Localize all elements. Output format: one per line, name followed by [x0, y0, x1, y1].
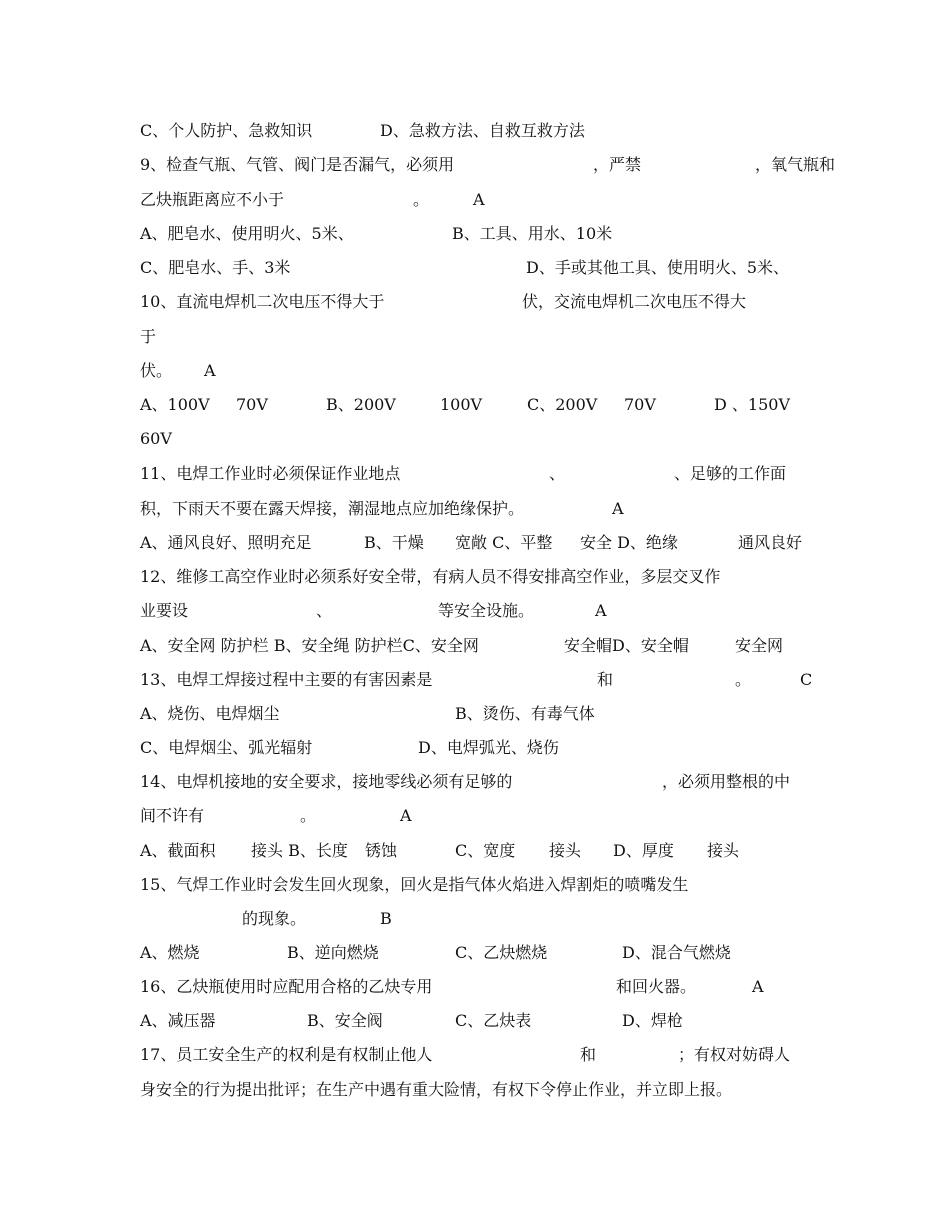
text-segment: A、燃烧	[140, 943, 200, 962]
text-segment: ；有权对妨碍人	[678, 1045, 791, 1064]
text-segment: ，氧气瓶和	[755, 155, 836, 174]
text-segment: 13、电焊工焊接过程中主要的有害因素是	[140, 670, 433, 689]
text-segment: A	[400, 806, 412, 825]
text-segment: 和回火器。	[616, 977, 697, 996]
text-segment: 身安全的行为提出批评；在生产中遇有重大险情，有权下令停止作业，并立即上报。	[140, 1080, 733, 1099]
text-segment: 、足够的工作面	[674, 464, 787, 483]
text-segment: 60V	[140, 429, 172, 448]
text-segment: A	[752, 977, 764, 996]
text-segment: D 、150V	[714, 395, 791, 414]
text-segment: 锈蚀	[365, 841, 398, 860]
text-segment: 伏。	[140, 361, 173, 380]
text-segment: B、干燥	[364, 533, 424, 552]
text-segment: 。	[413, 190, 430, 209]
text-segment: 。	[735, 670, 752, 689]
text-segment: 15、气焊工作业时会发生回火现象，回火是指气体火焰进入焊割炬的喷嘴发生	[140, 875, 689, 894]
text-segment: A	[595, 601, 607, 620]
text-segment: C	[800, 670, 813, 689]
text-segment: 、	[316, 601, 333, 620]
text-segment: C、肥皂水、手、3米	[140, 258, 291, 277]
text-segment: 安全网	[735, 636, 784, 655]
text-segment: 接头	[707, 841, 740, 860]
text-segment: 9、检查气瓶、气管、阀门是否漏气，必须用	[140, 155, 455, 174]
text-segment: 宽敞 C、平整	[455, 533, 553, 552]
text-segment: B、安全阀	[307, 1011, 383, 1030]
text-segment: 通风良好	[738, 533, 803, 552]
text-segment: 伏，交流电焊机二次电压不得大	[522, 292, 747, 311]
text-segment: C、乙炔燃烧	[455, 943, 548, 962]
text-segment: A、肥皂水、使用明火、5米、	[140, 224, 354, 243]
text-segment: 安全 D、绝缘	[580, 533, 678, 552]
text-segment: A、烧伤、电焊烟尘	[140, 704, 280, 723]
text-segment: 和	[597, 670, 614, 689]
text-segment: A	[473, 190, 485, 209]
text-segment: B、工具、用水、10米	[452, 224, 613, 243]
text-segment: A	[204, 361, 216, 380]
text-segment: D、混合气燃烧	[622, 943, 731, 962]
text-segment: D、手或其他工具、使用明火、5米、	[526, 258, 790, 277]
text-segment: 接头	[549, 841, 582, 860]
text-segment: D、焊枪	[622, 1011, 683, 1030]
text-segment: C、宽度	[455, 841, 516, 860]
text-segment: 12、维修工高空作业时必须系好安全带，有病人员不得安排高空作业，多层交叉作	[140, 567, 721, 586]
text-segment: B、逆向燃烧	[287, 943, 379, 962]
text-segment: 、	[549, 464, 566, 483]
text-segment: C、电焊烟尘、弧光辐射	[140, 738, 313, 757]
text-segment: C、200V	[527, 395, 598, 414]
text-segment: 的现象。	[242, 909, 307, 928]
text-segment: 和	[580, 1045, 597, 1064]
text-segment: 100V	[440, 395, 483, 414]
text-segment: D、电焊弧光、烧伤	[418, 738, 559, 757]
text-segment: 乙炔瓶距离应不小于	[140, 190, 285, 209]
text-segment: 70V	[236, 395, 268, 414]
text-segment: ，严禁	[593, 155, 642, 174]
text-segment: 业要设	[140, 601, 189, 620]
text-segment: 17、员工安全生产的权利是有权制止他人	[140, 1045, 433, 1064]
text-segment: 积，下雨天不要在露天焊接，潮湿地点应加绝缘保护。	[140, 499, 525, 518]
text-segment: 间不许有	[140, 806, 205, 825]
text-segment: A	[612, 499, 624, 518]
text-segment: 接头 B、长度	[251, 841, 348, 860]
text-segment: A、减压器	[140, 1011, 216, 1030]
text-segment: C、个人防护、急救知识	[140, 121, 313, 140]
text-segment: 16、乙炔瓶使用时应配用合格的乙炔专用	[140, 977, 433, 996]
text-segment: 11、电焊工作业时必须保证作业地点	[140, 464, 401, 483]
text-segment: 10、直流电焊机二次电压不得大于	[140, 292, 385, 311]
text-segment: D、厚度	[613, 841, 674, 860]
text-segment: ，必须用整根的中	[662, 772, 791, 791]
text-segment: 70V	[624, 395, 656, 414]
text-segment: A、通风良好、照明充足	[140, 533, 312, 552]
text-segment: D、急救方法、自救互救方法	[380, 121, 585, 140]
text-segment: B、200V	[326, 395, 396, 414]
text-segment: A、安全网 防护栏 B、安全绳 防护栏C、安全网	[140, 636, 479, 655]
text-segment: C、乙炔表	[455, 1011, 532, 1030]
text-segment: 于	[140, 327, 157, 346]
text-segment: B	[380, 909, 392, 928]
text-segment: 安全帽D、安全帽	[564, 636, 689, 655]
text-segment: A、100V	[140, 395, 210, 414]
text-segment: 14、电焊机接地的安全要求，接地零线必须有足够的	[140, 772, 513, 791]
text-segment: B、烫伤、有毒气体	[455, 704, 595, 723]
text-segment: A、截面积	[140, 841, 216, 860]
text-segment: 。	[300, 806, 317, 825]
text-segment: 等安全设施。	[438, 601, 535, 620]
